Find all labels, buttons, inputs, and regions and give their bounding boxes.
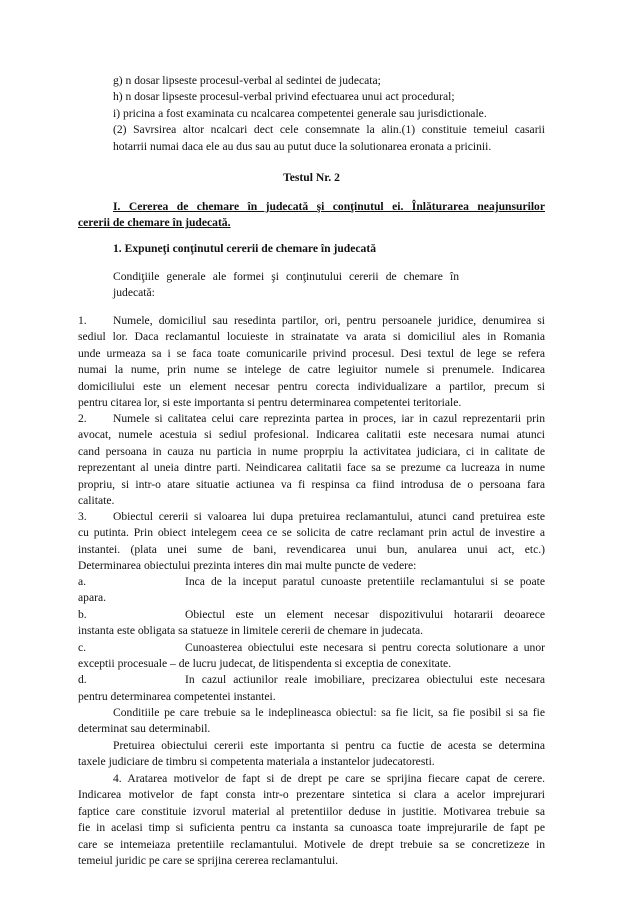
procedural-list — [113, 73, 545, 155]
paragraph-line: taxele judiciare de timbru si competenta materiala a instantelor judecatoresti. — [78, 755, 435, 769]
list-item-2-line2: hotarrii numai daca ele au dus sau au putut duce la solutionarea eronata a pricinii. — [113, 139, 492, 153]
paragraph-2 — [78, 411, 545, 509]
point-text-cont: instanta este obligata sa statueze in limitele cererii de chemare in judecata. — [78, 624, 424, 638]
point-label: d. — [78, 673, 87, 687]
paragraph-line: numai la nume, prin nume se intelege de catre legiuitor numele si prenumele. Indicarea — [78, 363, 545, 377]
paragraph-line: fie in acelasi timp si suficienta pentru ca instanta sa cunoasca toate imprejurarile de fapt pe — [78, 821, 545, 835]
point-label: c. — [78, 640, 87, 654]
valuation-paragraph — [78, 738, 545, 771]
paragraph-line: instantei. (plata unei sume de bani, revendicarea unui bun, anularea unui act, etc.) — [78, 542, 545, 556]
points-list — [78, 574, 545, 705]
paragraph-line: calitate. — [78, 494, 115, 508]
paragraph-line: pentru citarea lor, si este importanta si pentru determinarea competentei teritoriale. — [78, 396, 462, 410]
paragraph-line: Obiectul cererii si valoarea lui dupa pretuirea reclamantului, atunci cand pretuirea este — [113, 510, 545, 523]
test-title: Testul Nr. 2 — [283, 171, 340, 184]
point-text: Obiectul este un element necesar dispozitivului hotararii deoarece — [185, 607, 545, 621]
paragraph-line: temeiul juridic pe care se sprijina cererea reclamantului. — [78, 854, 339, 868]
point-a — [78, 574, 545, 590]
list-item-h: h) n dosar lipseste procesul-verbal privind efectuarea unui act procedural; — [113, 90, 455, 104]
paragraph-line: unde urmeaza sa i se faca toate comunicarile privind procesul. Desi textul de lege se refera — [78, 346, 545, 360]
paragraph-line: cand persoana in cauza nu particia in nume proprpiu la activitatea judiciara, ci in calitate de — [78, 444, 545, 458]
point-b — [78, 607, 545, 623]
paragraph-line: Indicarea motivelor de fapt consta intr-o prezentare sintetica si clara a acelor imprejurari — [78, 788, 545, 802]
point-text: Inca de la inceput paratul cunoaste pretentiile reclamantului si se poate — [185, 575, 545, 588]
list-item-i: i) pricina a fost examinata cu ncalcarea competentei generale sau jurisdictionale. — [113, 106, 487, 120]
paragraph-line: Pretuirea obiectului cererii este importanta si pentru ca fuctie de acesta se determina — [113, 739, 545, 752]
paragraph-line: avocat, numele acestuia si sediul profesional. Indicarea calitatii este necesara numai atunci — [78, 428, 545, 442]
point-c — [78, 640, 545, 656]
paragraph-number: 3. — [78, 510, 87, 523]
paragraph-line: Numele, domiciliul sau resedinta partilor, ori, pentru persoanele juridice, denumirea si — [113, 314, 545, 327]
section-title-line2: cererii de chemare în judecată. — [78, 216, 231, 230]
paragraph-line: faptice care constituie izvorul material al pretentiilor deduse in justitie. Motivarea trebuie sa — [78, 804, 545, 818]
point-text-cont: apara. — [78, 591, 106, 605]
intro-line2: judecată: — [113, 286, 155, 300]
paragraph-number: 2. — [78, 412, 87, 425]
point-text-cont: exceptii procesuale – de lucru judecat, de litispendenta si exceptia de conexitate. — [78, 657, 452, 671]
paragraph-line: reprezentant al uneia dintre parti. Neindicarea calitatii face sa se prezume ca lucreaza in nume — [78, 461, 545, 475]
paragraph-4 — [78, 771, 545, 869]
paragraph-1 — [78, 313, 545, 411]
point-text: Cunoasterea obiectului este necesara si pentru corecta solutionare a unor — [185, 640, 545, 654]
subsection-title: 1. Expuneţi conţinutul cererii de chemare în judecată — [113, 242, 376, 255]
paragraph-line: domiciliului este un element necesar pentru corecta individualizare a partilor, precum si — [78, 379, 545, 393]
paragraph-line: 4. Aratarea motivelor de fapt si de drept pe care se sprijina fiecare capat de cerere. — [113, 772, 545, 785]
paragraph-line: sediul lor. Daca reclamantul locuieste in strainatate va arata si domiciliul ales in Romania — [78, 330, 545, 344]
section-title — [78, 199, 545, 232]
paragraph-number: 1. — [78, 314, 87, 327]
intro-text — [113, 269, 459, 302]
point-text: In cazul actiunilor reale imobiliare, precizarea obiectului este necesara — [185, 673, 545, 687]
paragraph-line: Numele si calitatea celui care reprezinta partea in proces, iar in cazul reprezentarii prin — [113, 412, 545, 425]
point-d — [78, 672, 545, 688]
list-item-g: g) n dosar lipseste procesul-verbal al sedintei de judecata; — [113, 74, 381, 87]
paragraph-line: care se intemeiaza pretentiile reclamantului. Motivele de drept trebuie sa se concretizeze in — [78, 837, 545, 851]
paragraph-line: Determinarea obiectului prezinta interes din mai multe puncte de vedere: — [78, 559, 417, 573]
paragraph-line: cu putinta. Prin obiect intelegem ceea ce se solicita de catre reclamant prin actul de investire a — [78, 526, 545, 540]
intro-line1: Condiţiile generale ale formei şi conţinutului cererii de chemare în — [113, 270, 459, 283]
point-label: b. — [78, 607, 87, 621]
conditions-paragraph — [78, 705, 545, 738]
section-title-line1: I. Cererea de chemare în judecată şi conţinutul ei. Înlăturarea neajunsurilor — [113, 200, 545, 213]
paragraph-line: determinat sau determinabil. — [78, 722, 211, 736]
point-label: a. — [78, 575, 87, 588]
list-item-2-line1: (2) Savrsirea altor ncalcari dect cele consemnate la alin.(1) constituie temeiul casarii — [113, 123, 545, 137]
paragraph-3 — [78, 509, 545, 575]
point-text-cont: pentru determinarea competentei instantei. — [78, 689, 276, 703]
paragraph-line: Conditiile pe care trebuie sa le indeplineasca obiectul: sa fie licit, sa fie posibil si sa fie — [113, 706, 545, 719]
paragraph-line: propriu, si intr-o atare situatie actiunea va fi respinsa ca fiind introdusa de o persoana fara — [78, 477, 545, 491]
